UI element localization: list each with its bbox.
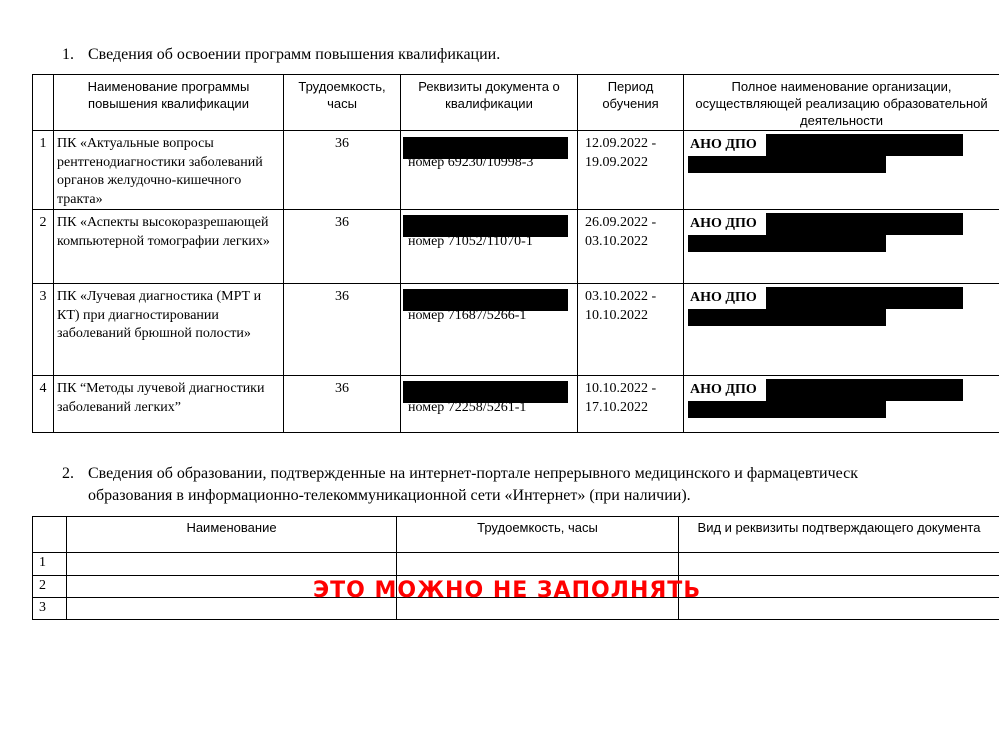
document-cell	[401, 131, 578, 210]
program-name: ПК «Актуальные вопросы рентгенодиагностики заболеваний органов желудочно-кишечного тракта»	[54, 131, 284, 210]
document-cell	[401, 210, 578, 284]
period-start: 26.09.2022 -	[585, 215, 657, 230]
period-start: 12.09.2022 -	[585, 136, 657, 151]
overlay-note: ЭТО МОЖНО НЕ ЗАПОЛНЯТЬ	[313, 578, 702, 603]
redaction-block	[766, 134, 963, 156]
period-end: 19.09.2022	[585, 154, 648, 170]
redaction-block	[688, 309, 886, 326]
period-end: 03.10.2022	[585, 233, 648, 249]
document-number: номер 71687/5266-1	[408, 308, 527, 323]
header-index	[33, 75, 54, 131]
period-start: 03.10.2022 -	[585, 289, 657, 304]
organization-cell	[684, 284, 999, 376]
redaction-block	[766, 213, 963, 235]
header-hours: Трудоемкость, часы	[397, 517, 679, 553]
header-program-name: Наименование программы повышения квалификации	[54, 75, 284, 131]
header-document: Вид и реквизиты подтверждающего документа	[679, 517, 999, 553]
program-name: ПК «Аспекты высокоразрешающей компьютерной томографии легких»	[54, 210, 284, 284]
organization-cell	[684, 131, 999, 210]
table-row	[33, 210, 999, 284]
document-number: номер 71052/11070-1	[408, 234, 533, 249]
period-cell	[578, 376, 684, 433]
table-row	[33, 553, 999, 576]
redaction-block	[766, 379, 963, 401]
document-cell	[401, 284, 578, 376]
redaction-block	[766, 287, 963, 309]
organization-prefix: АНО ДПО	[690, 382, 757, 397]
empty-cell	[679, 553, 999, 576]
row-index: 4	[33, 376, 54, 433]
organization-cell	[684, 376, 999, 433]
organization-prefix: АНО ДПО	[690, 290, 757, 305]
header-period: Период обучения	[578, 75, 684, 131]
row-index: 2	[33, 576, 67, 598]
document-number: номер 72258/5261-1	[408, 400, 527, 415]
section2-number: 2.	[62, 465, 74, 482]
empty-cell	[679, 598, 999, 620]
program-hours: 36	[284, 210, 401, 284]
table-row	[33, 131, 999, 210]
header-document: Реквизиты документа о квалификации	[401, 75, 578, 131]
section2-heading	[62, 463, 858, 485]
qualification-table	[32, 74, 999, 433]
row-index: 2	[33, 210, 54, 284]
program-hours: 36	[284, 376, 401, 433]
empty-cell	[679, 576, 999, 598]
table-header-row	[33, 517, 999, 553]
document-cell	[401, 376, 578, 433]
table-header-row	[33, 75, 999, 131]
header-name: Наименование	[67, 517, 397, 553]
section1-heading	[62, 44, 500, 66]
program-name: ПК “Методы лучевой диагностики заболеваний легких”	[54, 376, 284, 433]
header-hours: Трудоемкость, часы	[284, 75, 401, 131]
row-index: 1	[33, 553, 67, 576]
period-cell	[578, 131, 684, 210]
education-table	[32, 516, 999, 620]
period-end: 10.10.2022	[585, 307, 648, 323]
redaction-block	[688, 156, 886, 173]
header-organization: Полное наименование организации, осуществляющей реализацию образовательной деятельности	[684, 75, 999, 131]
organization-cell	[684, 210, 999, 284]
header-index	[33, 517, 67, 553]
row-index: 3	[33, 284, 54, 376]
table-row	[33, 284, 999, 376]
program-hours: 36	[284, 284, 401, 376]
document-number: номер 69230/10998-3	[408, 155, 534, 170]
period-cell	[578, 210, 684, 284]
empty-cell	[397, 553, 679, 576]
redaction-block	[688, 401, 886, 418]
section1-number: 1.	[62, 46, 74, 63]
section2-title-line1: Сведения об образовании, подтвержденные на интернет-портале непрерывного медицинского и фармацевтическ	[88, 465, 858, 482]
organization-prefix: АНО ДПО	[690, 137, 757, 152]
program-name: ПК «Лучевая диагностика (МРТ и КТ) при диагностировании заболеваний брюшной полости»	[54, 284, 284, 376]
section1-title: Сведения об освоении программ повышения квалификации.	[88, 46, 501, 63]
row-index: 3	[33, 598, 67, 620]
table-row	[33, 376, 999, 433]
empty-cell	[67, 553, 397, 576]
period-start: 10.10.2022 -	[585, 381, 657, 396]
section2-title-line2: образования в информационно-телекоммуникационной сети «Интернет» (при наличии).	[88, 487, 691, 504]
period-end: 17.10.2022	[585, 399, 648, 415]
row-index: 1	[33, 131, 54, 210]
program-hours: 36	[284, 131, 401, 210]
period-cell	[578, 284, 684, 376]
redaction-block	[688, 235, 886, 252]
organization-prefix: АНО ДПО	[690, 216, 757, 231]
